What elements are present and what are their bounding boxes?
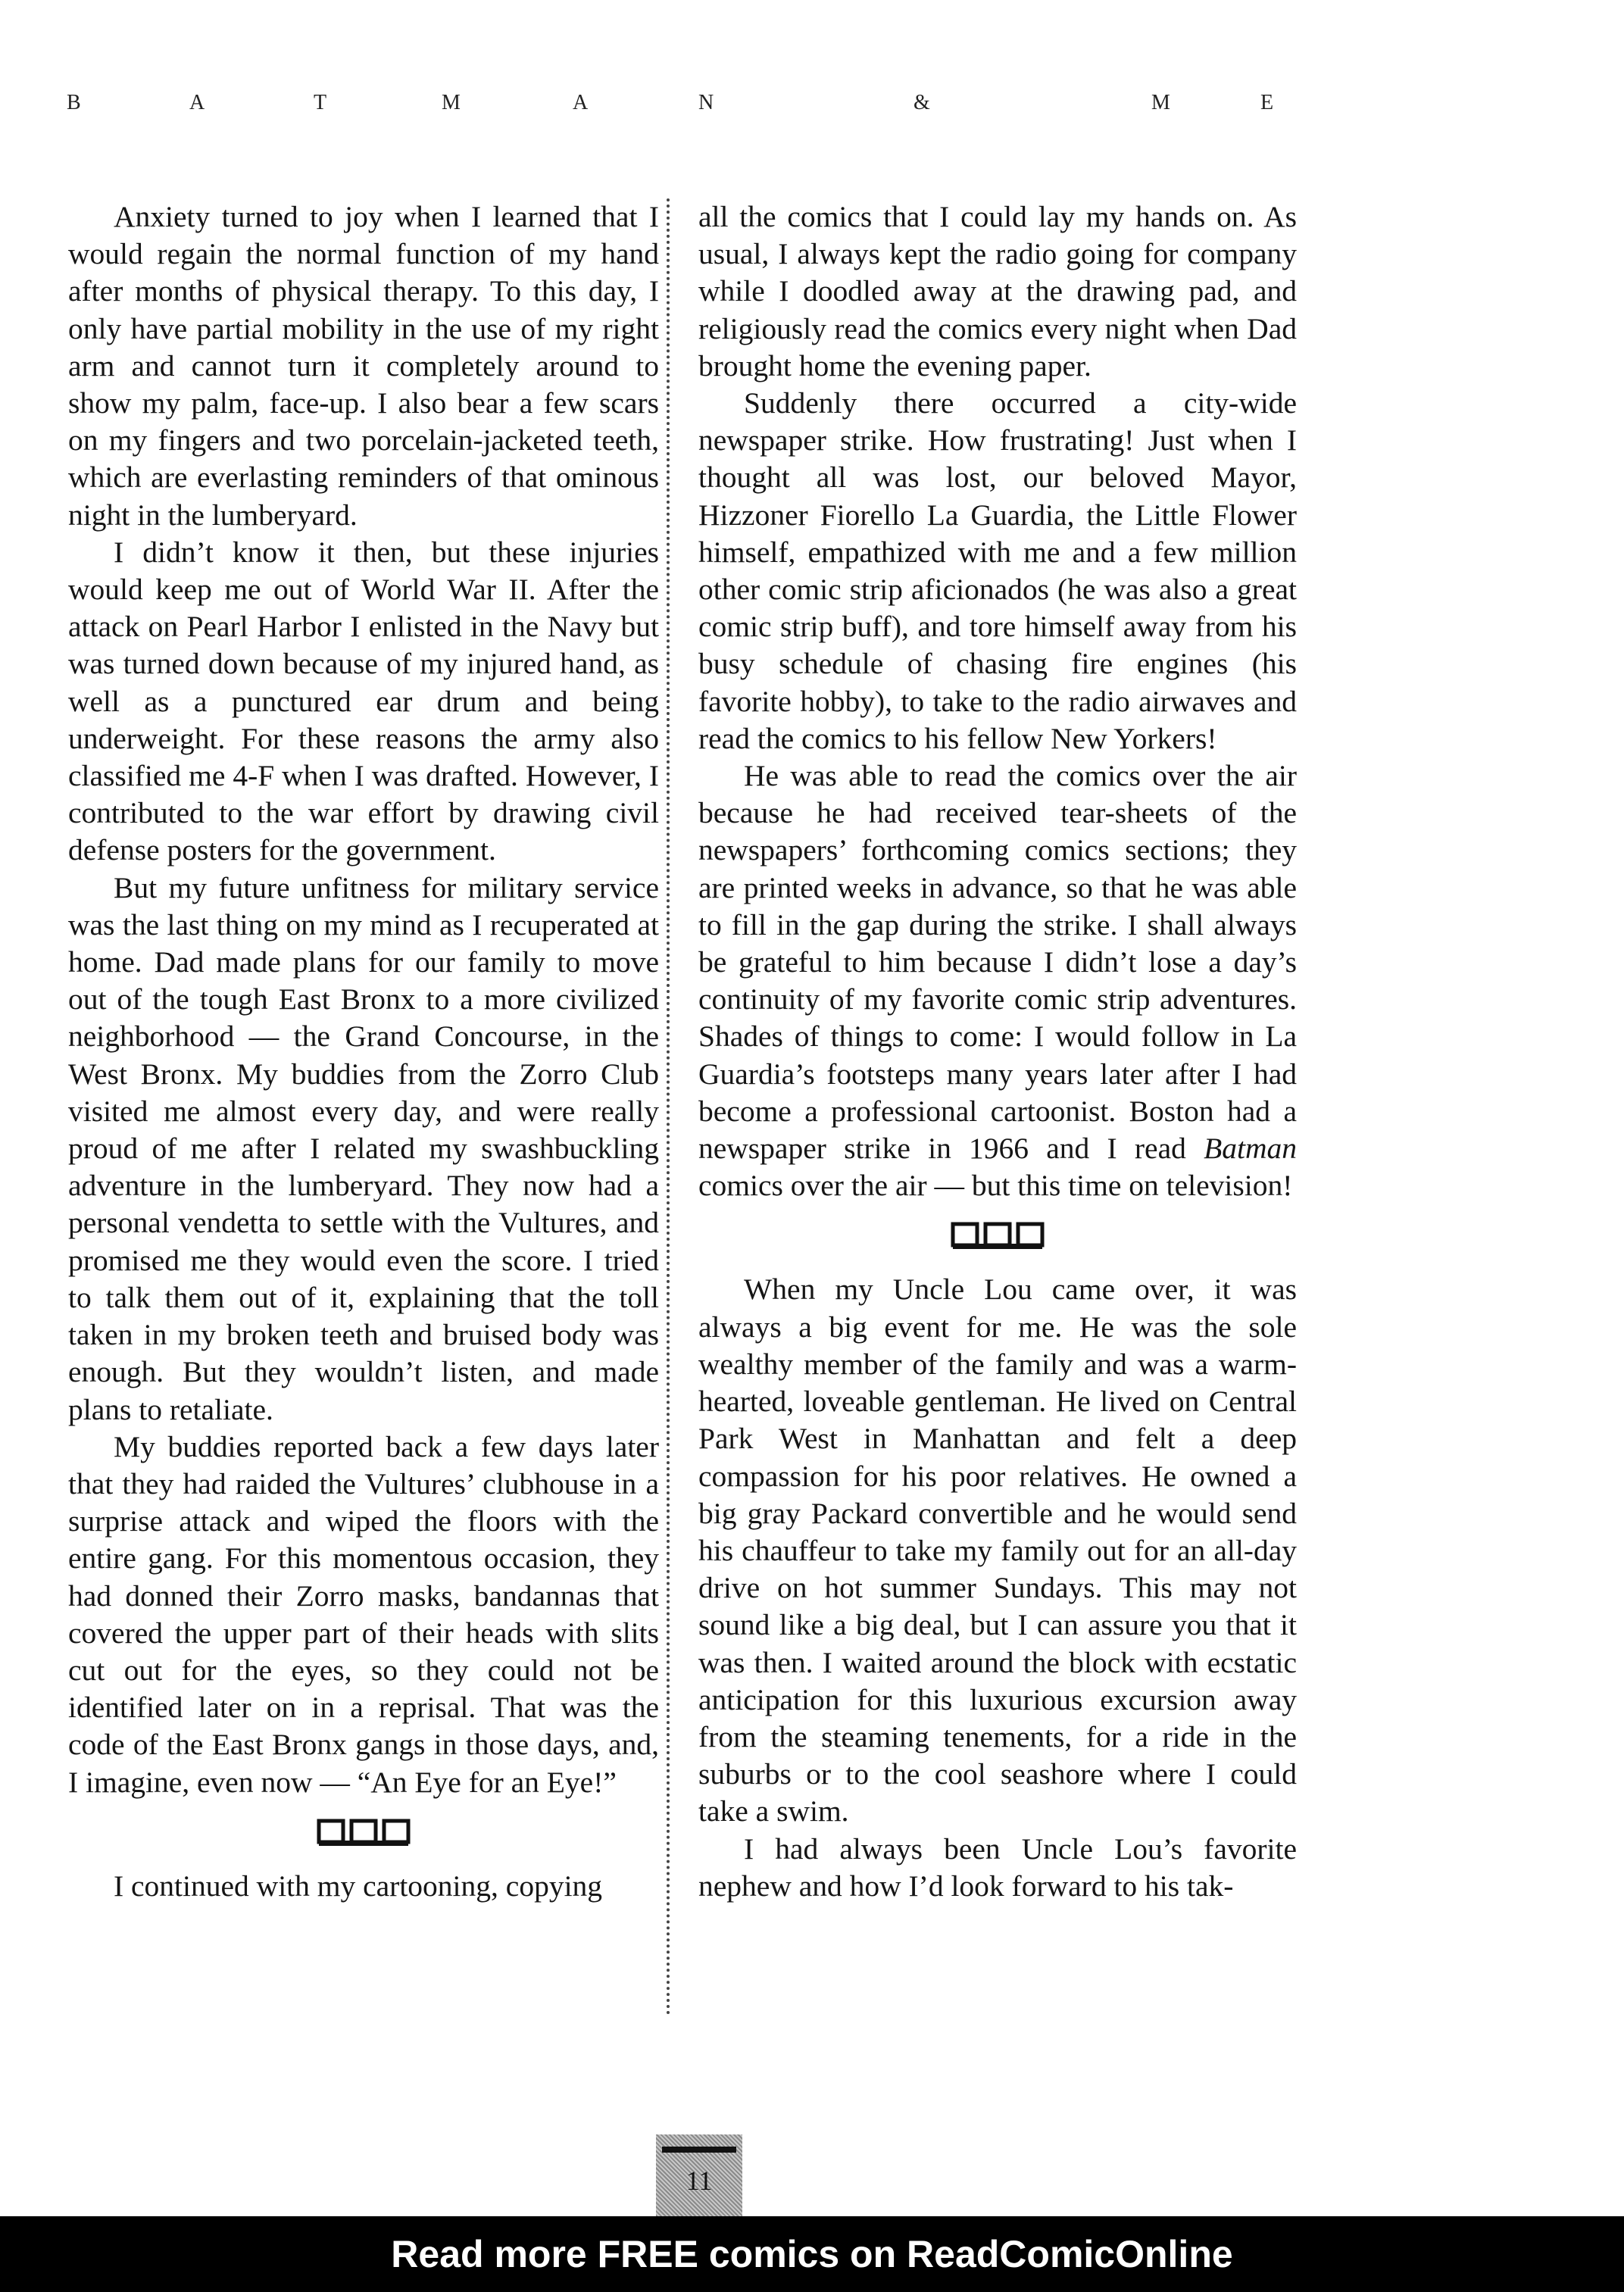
- running-head-letter: A: [189, 91, 207, 114]
- paragraph: I continued with my cartooning, copying: [114, 1869, 603, 1903]
- running-head-letter: A: [573, 91, 590, 114]
- running-head: [67, 91, 1279, 129]
- running-head-letter: M: [442, 91, 462, 114]
- paragraph: I didn’t know it then, but these injuries would keep me out of World War II. After the attack on Pearl Harbor I enlisted in the Navy but was turned down because of my injured hand, as well as a punctured ear drum and being underweight. For these reasons the army also classified me 4-F when I was drafted. However, I contributed to the war effort by drawing civil defense posters for the government.: [68, 535, 659, 867]
- running-head-letter: M: [1151, 91, 1172, 114]
- paragraph: My buddies reported back a few days later that they had raided the Vultures’ clubhouse in a surprise attack and wiped the floors with the entire gang. For this momentous occasion, they had donned their Zorro masks, bandannas that covered the upper part of their heads with slits cut out for the eyes, so they could not be identified later on in a reprisal. That was the code of the East Bronx gangs in those days, and, I imagine, even now — “An Eye for an Eye!”: [68, 1429, 659, 1799]
- paragraph: But my future unfitness for military service was the last thing on my mind as I recuperated at home. Dad made plans for our family to move out of the tough East Bronx to a more civilized neighborhood — the Grand Concourse, in the West Bronx. My buddies from the Zorro Club visited me almost every day, and were really proud of me after I related my swashbuckling adventure in the lumberyard. They now had a personal vendetta to settle with the Vultures, and promised me they would even the score. I tried to talk them out of it, explaining that the toll taken in my broken teeth and bruised body was enough. But they wouldn’t listen, and made plans to retaliate.: [68, 870, 659, 1426]
- paragraph: all the comics that I could lay my hands on. As usual, I always kept the radio going for company while I doodled away at the drawing pad, and religiously read the comics every night when Dad brought home the evening paper.: [698, 200, 1297, 383]
- comic-title: Batman: [1204, 1132, 1297, 1166]
- page-number-bar: [662, 2147, 736, 2153]
- paragraph: [698, 757, 1297, 1204]
- running-head-letter: E: [1260, 91, 1276, 114]
- paragraph: I had always been Uncle Lou’s favorite nephew and how I’d look forward to his tak-: [698, 1831, 1297, 1903]
- section-break-ornament: [68, 1818, 659, 1848]
- paragraph-text: comics over the air — but this time on television!: [698, 1169, 1293, 1203]
- footer-banner[interactable]: Read more FREE comics on ReadComicOnline: [0, 2216, 1624, 2292]
- page-number: 11: [686, 2166, 713, 2196]
- paragraph-text: He was able to read the comics over the air because he had received tear-sheets of the newspapers’ forthcoming comics sections; they are printed weeks in advance, so that he was able to fill in the gap during the strike. I shall always be grateful to him because I didn’t lose a day’s continuity of my favorite comic strip adventures. Shades of things to come: I would follow in La Guardia’s footsteps many years later after I had become a professional cartoonist. Boston had a newspaper strike in 1966 and I read: [698, 759, 1297, 1166]
- right-column: [698, 198, 1297, 1905]
- column-divider: [667, 198, 670, 2016]
- running-head-letter: B: [67, 91, 83, 114]
- paragraph: Anxiety turned to joy when I learned that I would regain the normal function of my hand after months of physical therapy. To this day, I only have partial mobility in the use of my right arm and cannot turn it completely around to show my palm, face-up. I also bear a few scars on my fingers and two porcelain-jacketed teeth, which are everlasting reminders of that ominous night in the lumberyard.: [68, 200, 659, 532]
- running-head-letter: &: [914, 91, 932, 114]
- paragraph: When my Uncle Lou came over, it was always a big event for me. He was the sole wealthy member of the family and was a warm-hearted, loveable gentleman. He lived on Central Park West in Manhattan and felt a deep compassion for his poor relatives. He owned a big gray Packard convertible and he would send his chauffeur to take my family out for an all-day drive on hot summer Sundays. This may not sound like a big deal, but I can assure you that it was then. I waited around the block with ecstatic anticipation for this luxurious excursion away from the steaming tenements, for a ride in the suburbs or to the cool seashore where I could take a swim.: [698, 1272, 1297, 1828]
- page-number-box: [656, 2134, 742, 2216]
- running-head-letter: N: [698, 91, 716, 114]
- running-head-letter: T: [314, 91, 329, 114]
- paragraph: Suddenly there occurred a city-wide newspaper strike. How frustrating! Just when I thought all was lost, our beloved Mayor, Hizzoner Fiorello La Guardia, the Little Flower himself, empathized with me and a few million other comic strip aficionados (he was also a great comic strip buff), and tore himself away from his busy schedule of chasing fire engines (his favorite hobby), to take to the radio airwaves and read the comics to his fellow New Yorkers!: [698, 386, 1297, 755]
- section-break-ornament: [698, 1221, 1297, 1251]
- left-column: [68, 198, 659, 1905]
